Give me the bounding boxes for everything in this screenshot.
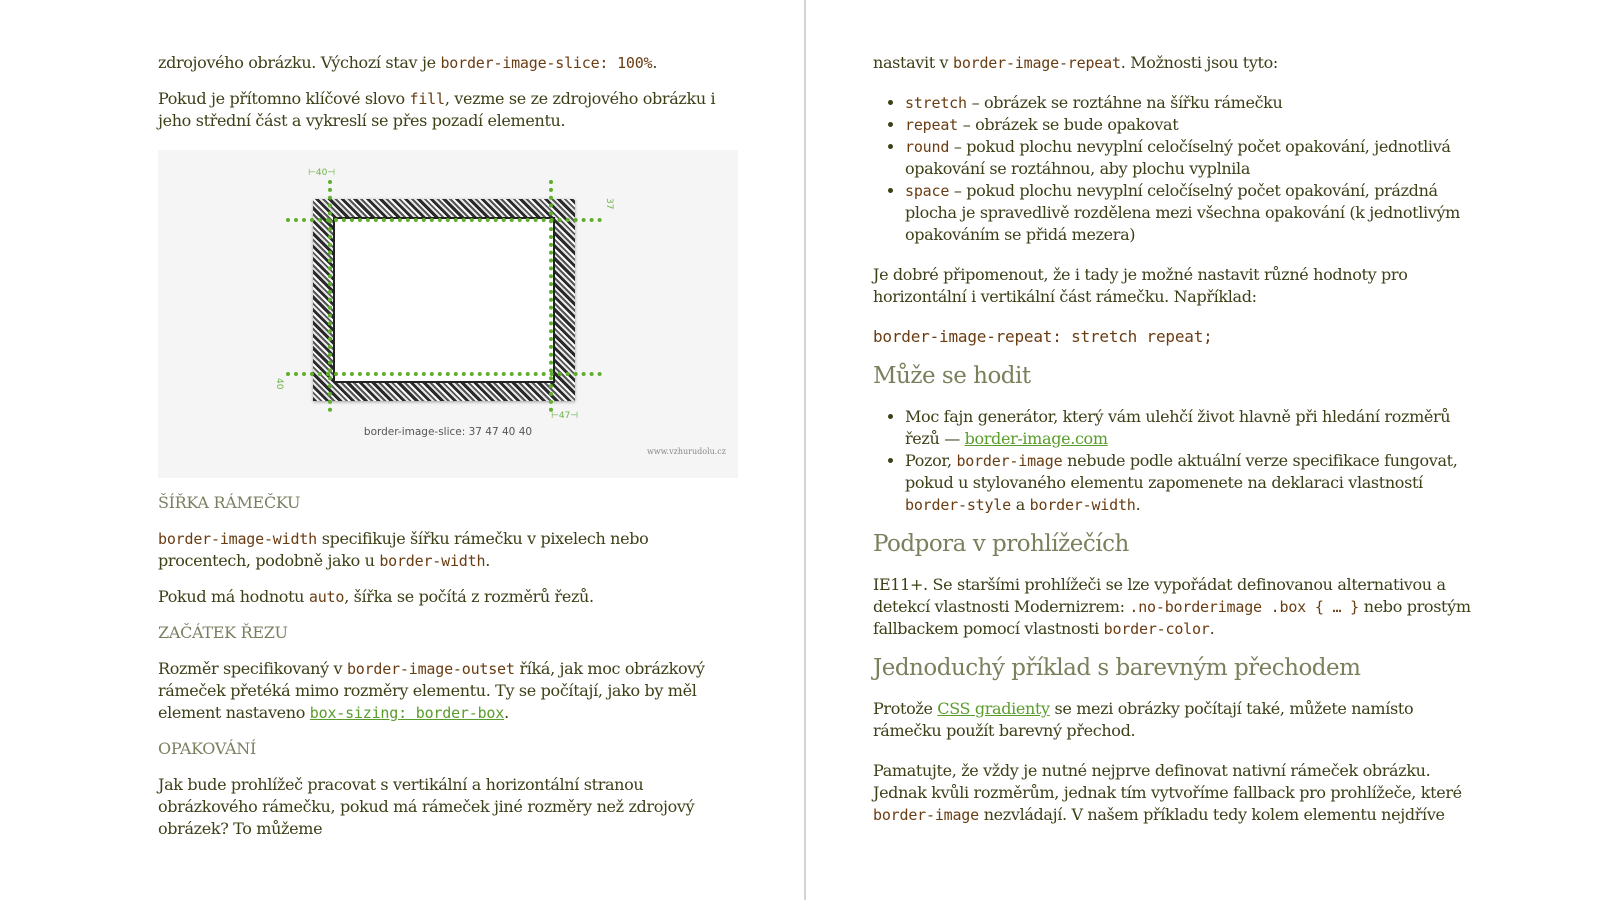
list-item [905, 450, 1473, 516]
inline-code: space [905, 182, 950, 200]
border-image-slice-figure [158, 150, 738, 478]
text: . [1209, 619, 1215, 638]
slice-guide-top [286, 218, 602, 222]
repeat-options-list [873, 92, 1473, 246]
list-item [905, 406, 1473, 450]
section-heading-outset: ZAČÁTEK ŘEZU [158, 623, 288, 642]
paragraph: Je dobré připomenout, že i tady je možné nastavit různé hodnoty pro horizontální i vertikální část rámečku. Například: [873, 265, 1408, 306]
left-column [158, 52, 738, 854]
section-heading-width: ŠÍŘKA RÁMEČKU [158, 493, 301, 512]
text: a [1010, 495, 1030, 514]
text: Rozměr specifikovaný v [158, 659, 347, 678]
css-gradients-link[interactable]: CSS gradienty [937, 699, 1050, 718]
inline-code: border-width [1029, 496, 1136, 514]
inline-code: border-color [1103, 620, 1210, 638]
paragraph: Jak bude prohlížeč pracovat s vertikální a horizontální stranou obrázkového rámečku, pokud má rámeček jiné rozměry než zdrojový obrázek? To můžeme [158, 775, 695, 838]
section-heading-repeat: OPAKOVÁNÍ [158, 739, 256, 758]
text: Pokud má hodnotu [158, 587, 309, 606]
paragraph [873, 698, 1473, 742]
useful-list [873, 406, 1473, 516]
text: nebude podle aktuální verze specifikace fungovat, pokud u stylovaného elementu zapomenete na deklaraci vlastností [905, 451, 1458, 492]
figure-caption: border-image-slice: 37 47 40 40 [363, 426, 533, 438]
slice-guide-left [328, 180, 332, 412]
box-sizing-link[interactable] [310, 703, 504, 722]
text: zdrojového obrázku. Výchozí stav je [158, 53, 441, 72]
inline-code: round [905, 138, 950, 156]
border-image-com-link[interactable]: border-image.com [964, 429, 1108, 448]
list-item [905, 136, 1473, 180]
text: nezvládají. V našem příkladu tedy kolem elementu nejdříve [978, 805, 1445, 824]
text: IE11+. Se staršími prohlížeči se lze vypořádat definovanou alternativou a detekcí vlastnosti Modernizrem: [873, 575, 1446, 616]
text: , šířka se počítá z rozměrů řezů. [344, 587, 594, 606]
paragraph [873, 52, 1473, 74]
text: . [1135, 495, 1141, 514]
paragraph [158, 658, 738, 724]
text: . [652, 53, 658, 72]
text: se mezi obrázky počítají také, můžete namísto rámečku použít barevný přechod. [873, 699, 1414, 740]
list-item [905, 114, 1473, 136]
inline-code: .no-borderimage .box { … } [1129, 598, 1359, 616]
inline-code: fill [409, 90, 445, 108]
slice-guide-right [549, 180, 553, 412]
dim-right-label: ⊢47⊣ [551, 411, 579, 421]
list-item [905, 180, 1473, 246]
dim-bottom-label: 40 [274, 378, 284, 390]
right-column [873, 52, 1473, 840]
paragraph [873, 574, 1473, 640]
right-page [805, 0, 1600, 900]
inline-code: border-image-repeat [952, 54, 1121, 72]
text: , vezme se ze zdrojového obrázku i jeho střední část a vykreslí se přes pozadí elementu. [158, 89, 716, 130]
inline-code: repeat [905, 116, 958, 134]
dim-top-label: 37 [604, 198, 614, 210]
paragraph [158, 52, 738, 74]
section-heading-gradient: Jednoduchý příklad s barevným přechodem [873, 655, 1361, 681]
text: Pokud je přítomno klíčové slovo [158, 89, 410, 108]
text: nastavit v [873, 53, 953, 72]
link-code: box-sizing: border-box [309, 704, 505, 722]
inline-code: border-image [873, 806, 979, 824]
code-example-text: border-image-repeat: stretch repeat; [873, 327, 1213, 346]
text: Pozor, [905, 451, 957, 470]
text: . [504, 703, 509, 722]
paragraph [158, 88, 738, 132]
paragraph [873, 760, 1473, 826]
list-item [905, 92, 1473, 114]
paragraph [158, 586, 738, 608]
figure-credit: www.vzhurudolu.cz [646, 447, 726, 456]
inline-code: border-image-slice: 100% [440, 54, 653, 72]
paragraph [158, 528, 738, 572]
inline-code: border-width [379, 552, 486, 570]
inline-code: border-style [905, 496, 1011, 514]
text: specifikuje šířku rámečku v pixelech nebo procentech, podobně jako u [158, 529, 649, 570]
text: nebo prostým fallbackem pomocí vlastnosti [873, 597, 1471, 638]
slice-guide-bottom [286, 372, 602, 376]
text: Protože [873, 699, 938, 718]
text: – obrázek se bude opakovat [958, 115, 1179, 134]
text: . Možnosti jsou tyto: [1120, 53, 1278, 72]
section-heading-support: Podpora v prohlížečích [873, 531, 1129, 557]
ornamental-frame-image [313, 199, 575, 401]
text: . [485, 551, 491, 570]
inline-code: border-image [956, 452, 1063, 470]
inline-code: auto [308, 588, 345, 606]
inline-code: stretch [905, 94, 967, 112]
text: Pamatujte, že vždy je nutné nejprve definovat nativní rámeček obrázku. Jednak kvůli rozměrům, jednak tím vytvoříme fallback pro prohlížeče, které [873, 761, 1462, 802]
text: Moc fajn generátor, který vám ulehčí život hlavně při hledání rozměrů řezů — [905, 407, 1451, 448]
text: – pokud plochu nevyplní celočíselný počet opakování, jednotlivá opakování se roztáhnou, aby plochu vyplnila [905, 137, 1451, 178]
text: – obrázek se roztáhne na šířku rámečku [966, 93, 1283, 112]
code-example [873, 326, 1473, 348]
text: říká, jak moc obrázkový rámeček přetéká mimo rozměry elementu. Ty se počítají, jako by měl element nastaveno [158, 659, 705, 722]
section-heading-useful: Může se hodit [873, 363, 1031, 389]
frame-center [333, 217, 555, 383]
dim-left-label: ⊢40⊣ [308, 168, 336, 178]
text: – pokud plochu nevyplní celočíselný počet opakování, prázdná plocha je spravedlivě rozdělena mezi všechna opakování (k jednotlivým opakováním se přidá mezera) [905, 181, 1460, 244]
inline-code: border-image-width [158, 530, 317, 548]
inline-code: border-image-outset [346, 660, 515, 678]
